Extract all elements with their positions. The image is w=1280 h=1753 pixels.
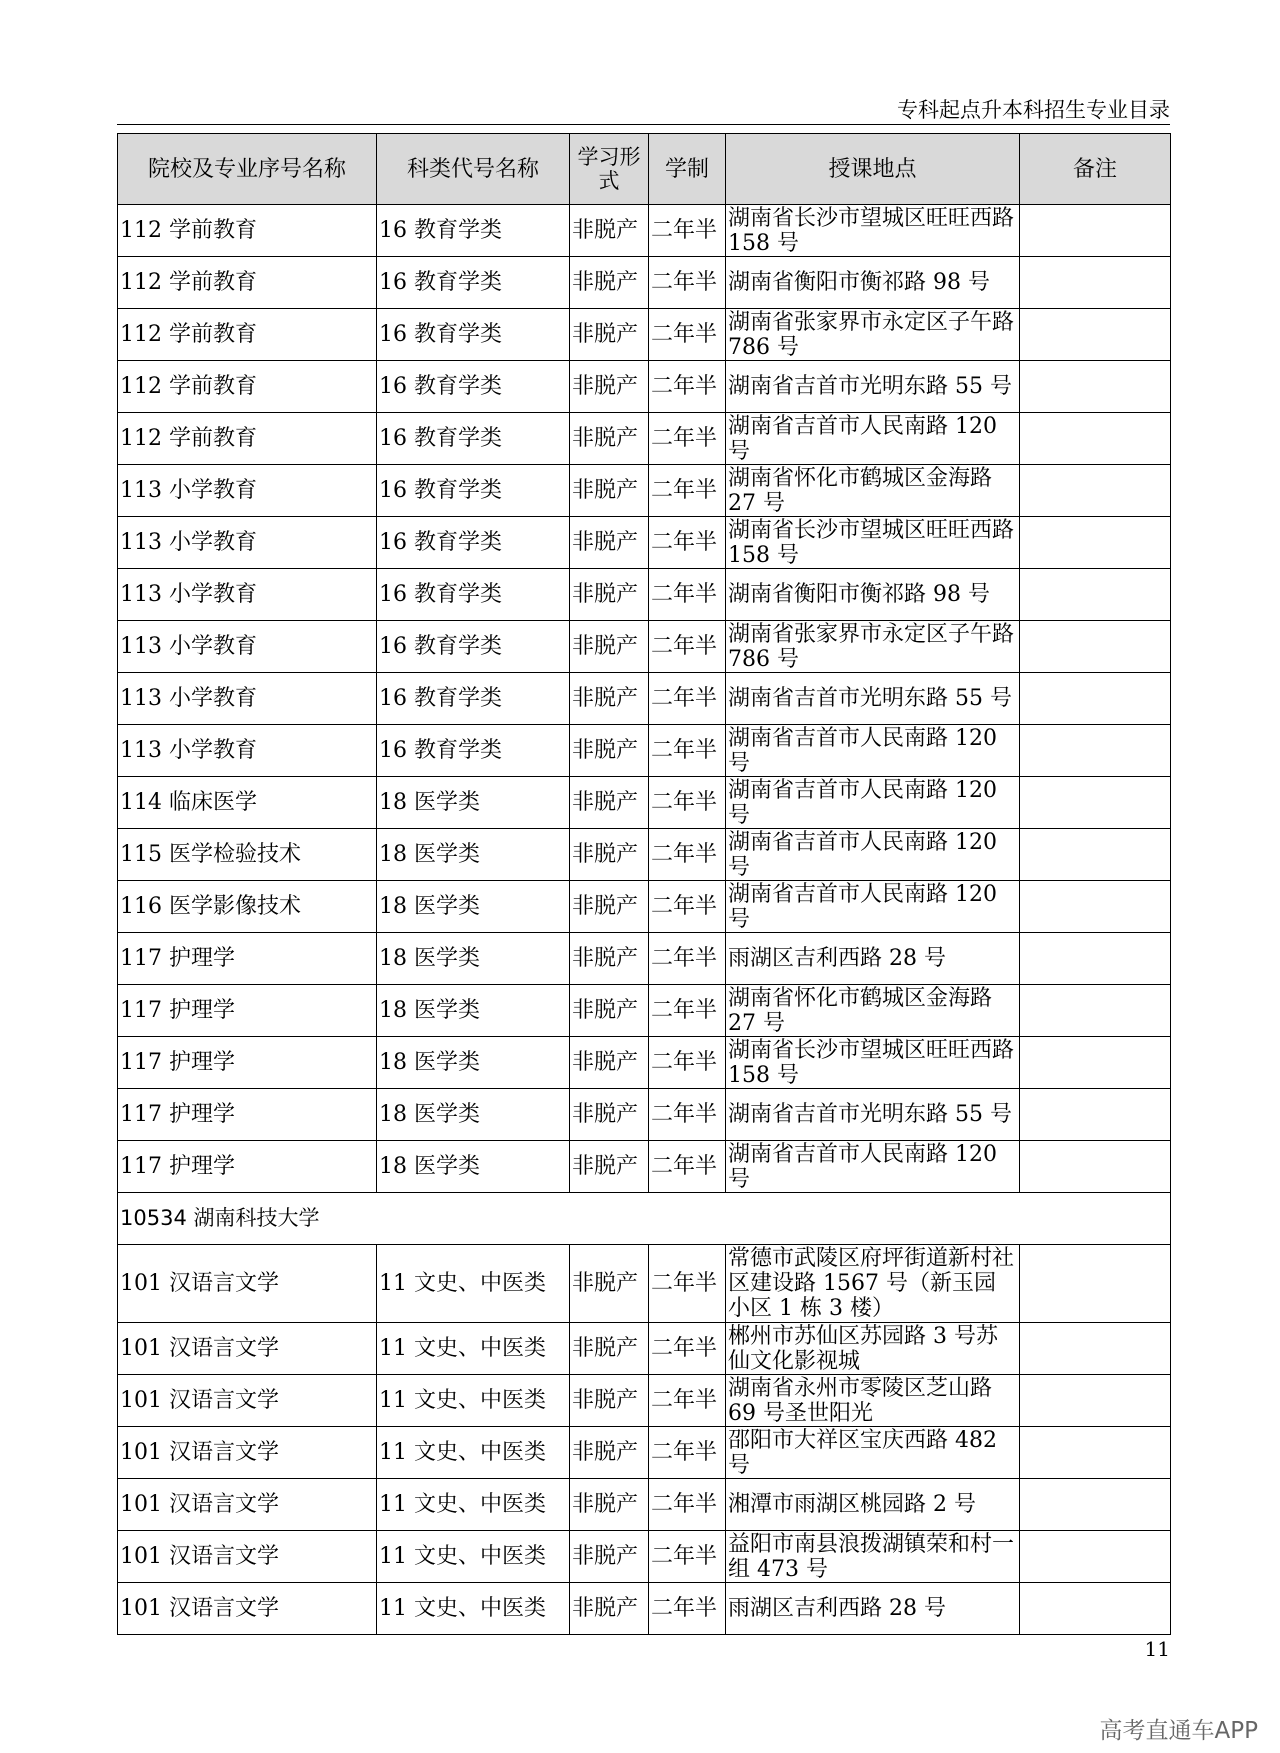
cell-study-form: 非脱产 <box>570 465 649 517</box>
cell-duration: 二年半 <box>649 309 726 361</box>
cell-major: 101 汉语言文学 <box>118 1427 377 1479</box>
cell-study-form: 非脱产 <box>570 1583 649 1635</box>
table-row <box>118 1323 1171 1375</box>
cell-note <box>1020 205 1171 257</box>
table-row <box>118 257 1171 309</box>
cell-note <box>1020 1479 1171 1531</box>
cell-major: 117 护理学 <box>118 1089 377 1141</box>
cell-category: 16 教育学类 <box>377 725 570 777</box>
cell-duration: 二年半 <box>649 777 726 829</box>
cell-study-form: 非脱产 <box>570 777 649 829</box>
table-row <box>118 1037 1171 1089</box>
cell-location: 湖南省长沙市望城区旺旺西路 158 号 <box>726 1037 1020 1089</box>
table-row <box>118 621 1171 673</box>
cell-duration: 二年半 <box>649 413 726 465</box>
table-row <box>118 881 1171 933</box>
table-row <box>118 309 1171 361</box>
cell-study-form: 非脱产 <box>570 1141 649 1193</box>
cell-note <box>1020 985 1171 1037</box>
cell-major: 113 小学教育 <box>118 725 377 777</box>
cell-category: 11 文史、中医类 <box>377 1479 570 1531</box>
cell-study-form: 非脱产 <box>570 829 649 881</box>
table-row <box>118 1531 1171 1583</box>
cell-location: 湖南省吉首市人民南路 120 号 <box>726 1141 1020 1193</box>
cell-category: 18 医学类 <box>377 777 570 829</box>
cell-note <box>1020 673 1171 725</box>
cell-duration: 二年半 <box>649 361 726 413</box>
column-header-major: 院校及专业序号名称 <box>118 134 377 205</box>
cell-note <box>1020 1037 1171 1089</box>
catalog-table <box>117 133 1171 1635</box>
cell-major: 101 汉语言文学 <box>118 1583 377 1635</box>
column-header-category: 科类代号名称 <box>377 134 570 205</box>
cell-duration: 二年半 <box>649 1245 726 1323</box>
cell-duration: 二年半 <box>649 1375 726 1427</box>
table-header-row <box>118 134 1171 205</box>
table-row <box>118 933 1171 985</box>
cell-category: 16 教育学类 <box>377 257 570 309</box>
cell-note <box>1020 1531 1171 1583</box>
cell-note <box>1020 1427 1171 1479</box>
cell-study-form: 非脱产 <box>570 309 649 361</box>
cell-major: 113 小学教育 <box>118 465 377 517</box>
table-row <box>118 1141 1171 1193</box>
cell-location: 湖南省吉首市光明东路 55 号 <box>726 361 1020 413</box>
table-row <box>118 205 1171 257</box>
cell-major: 112 学前教育 <box>118 309 377 361</box>
page-header-title: 专科起点升本科招生专业目录 <box>897 98 1170 122</box>
table-row <box>118 829 1171 881</box>
cell-category: 16 教育学类 <box>377 413 570 465</box>
cell-category: 16 教育学类 <box>377 569 570 621</box>
cell-study-form: 非脱产 <box>570 673 649 725</box>
cell-major: 113 小学教育 <box>118 621 377 673</box>
cell-category: 11 文史、中医类 <box>377 1375 570 1427</box>
cell-note <box>1020 361 1171 413</box>
table-row <box>118 1089 1171 1141</box>
cell-major: 117 护理学 <box>118 1141 377 1193</box>
table-row <box>118 569 1171 621</box>
cell-study-form: 非脱产 <box>570 1427 649 1479</box>
cell-duration: 二年半 <box>649 205 726 257</box>
table-row <box>118 361 1171 413</box>
cell-note <box>1020 1583 1171 1635</box>
cell-duration: 二年半 <box>649 1141 726 1193</box>
cell-major: 112 学前教育 <box>118 361 377 413</box>
cell-duration: 二年半 <box>649 673 726 725</box>
cell-study-form: 非脱产 <box>570 1375 649 1427</box>
cell-note <box>1020 309 1171 361</box>
watermark: 高考直通车APP <box>1099 1718 1258 1744</box>
cell-study-form: 非脱产 <box>570 257 649 309</box>
cell-note <box>1020 413 1171 465</box>
cell-major: 113 小学教育 <box>118 517 377 569</box>
cell-study-form: 非脱产 <box>570 1531 649 1583</box>
cell-location: 郴州市苏仙区苏园路 3 号苏仙文化影视城 <box>726 1323 1020 1375</box>
cell-note <box>1020 1089 1171 1141</box>
cell-study-form: 非脱产 <box>570 205 649 257</box>
cell-major: 112 学前教育 <box>118 205 377 257</box>
table-row <box>118 1583 1171 1635</box>
cell-location: 湖南省吉首市人民南路 120 号 <box>726 881 1020 933</box>
cell-note <box>1020 933 1171 985</box>
table-row <box>118 673 1171 725</box>
cell-category: 18 医学类 <box>377 1141 570 1193</box>
cell-major: 101 汉语言文学 <box>118 1245 377 1323</box>
cell-note <box>1020 725 1171 777</box>
cell-category: 11 文史、中医类 <box>377 1583 570 1635</box>
cell-location: 湖南省吉首市光明东路 55 号 <box>726 1089 1020 1141</box>
cell-study-form: 非脱产 <box>570 1323 649 1375</box>
page-number: 11 <box>1144 1637 1170 1661</box>
cell-study-form: 非脱产 <box>570 725 649 777</box>
cell-location: 湖南省吉首市光明东路 55 号 <box>726 673 1020 725</box>
header-divider <box>117 124 1170 125</box>
table-row <box>118 1375 1171 1427</box>
cell-category: 18 医学类 <box>377 829 570 881</box>
cell-note <box>1020 1323 1171 1375</box>
cell-study-form: 非脱产 <box>570 1037 649 1089</box>
cell-major: 112 学前教育 <box>118 413 377 465</box>
cell-location: 湖南省衡阳市衡祁路 98 号 <box>726 569 1020 621</box>
cell-category: 16 教育学类 <box>377 361 570 413</box>
cell-study-form: 非脱产 <box>570 413 649 465</box>
cell-duration: 二年半 <box>649 1037 726 1089</box>
cell-note <box>1020 257 1171 309</box>
cell-duration: 二年半 <box>649 1583 726 1635</box>
cell-category: 16 教育学类 <box>377 517 570 569</box>
cell-study-form: 非脱产 <box>570 985 649 1037</box>
cell-note <box>1020 517 1171 569</box>
cell-major: 117 护理学 <box>118 933 377 985</box>
cell-study-form: 非脱产 <box>570 621 649 673</box>
cell-study-form: 非脱产 <box>570 1089 649 1141</box>
cell-duration: 二年半 <box>649 569 726 621</box>
cell-category: 11 文史、中医类 <box>377 1245 570 1323</box>
cell-duration: 二年半 <box>649 933 726 985</box>
cell-category: 11 文史、中医类 <box>377 1427 570 1479</box>
cell-note <box>1020 881 1171 933</box>
cell-major: 116 医学影像技术 <box>118 881 377 933</box>
cell-location: 湖南省张家界市永定区子午路 786 号 <box>726 309 1020 361</box>
table-row <box>118 985 1171 1037</box>
cell-duration: 二年半 <box>649 517 726 569</box>
cell-location: 湖南省吉首市人民南路 120 号 <box>726 413 1020 465</box>
cell-major: 117 护理学 <box>118 1037 377 1089</box>
cell-location: 湘潭市雨湖区桃园路 2 号 <box>726 1479 1020 1531</box>
cell-major: 113 小学教育 <box>118 673 377 725</box>
cell-note <box>1020 1245 1171 1323</box>
table-row <box>118 1427 1171 1479</box>
cell-major: 113 小学教育 <box>118 569 377 621</box>
cell-study-form: 非脱产 <box>570 1245 649 1323</box>
cell-location: 湖南省吉首市人民南路 120 号 <box>726 725 1020 777</box>
cell-duration: 二年半 <box>649 621 726 673</box>
cell-major: 112 学前教育 <box>118 257 377 309</box>
cell-duration: 二年半 <box>649 1479 726 1531</box>
table-row <box>118 725 1171 777</box>
cell-location: 湖南省张家界市永定区子午路 786 号 <box>726 621 1020 673</box>
cell-duration: 二年半 <box>649 985 726 1037</box>
cell-category: 11 文史、中医类 <box>377 1531 570 1583</box>
table-row <box>118 517 1171 569</box>
cell-location: 湖南省吉首市人民南路 120 号 <box>726 777 1020 829</box>
cell-duration: 二年半 <box>649 1323 726 1375</box>
cell-duration: 二年半 <box>649 829 726 881</box>
cell-note <box>1020 829 1171 881</box>
cell-category: 18 医学类 <box>377 933 570 985</box>
cell-major: 114 临床医学 <box>118 777 377 829</box>
cell-category: 11 文史、中医类 <box>377 1323 570 1375</box>
cell-major: 101 汉语言文学 <box>118 1323 377 1375</box>
table-row <box>118 1479 1171 1531</box>
cell-location: 湖南省衡阳市衡祁路 98 号 <box>726 257 1020 309</box>
cell-location: 湖南省怀化市鹤城区金海路 27 号 <box>726 465 1020 517</box>
cell-location: 湖南省怀化市鹤城区金海路 27 号 <box>726 985 1020 1037</box>
cell-location: 邵阳市大祥区宝庆西路 482 号 <box>726 1427 1020 1479</box>
cell-major: 117 护理学 <box>118 985 377 1037</box>
cell-location: 益阳市南县浪拨湖镇荣和村一组 473 号 <box>726 1531 1020 1583</box>
cell-study-form: 非脱产 <box>570 1479 649 1531</box>
cell-category: 16 教育学类 <box>377 309 570 361</box>
cell-location: 湖南省长沙市望城区旺旺西路 158 号 <box>726 205 1020 257</box>
cell-category: 16 教育学类 <box>377 621 570 673</box>
cell-category: 18 医学类 <box>377 985 570 1037</box>
cell-duration: 二年半 <box>649 1089 726 1141</box>
table-body <box>118 205 1171 1635</box>
cell-major: 101 汉语言文学 <box>118 1479 377 1531</box>
cell-note <box>1020 621 1171 673</box>
cell-study-form: 非脱产 <box>570 881 649 933</box>
cell-category: 16 教育学类 <box>377 465 570 517</box>
cell-location: 雨湖区吉利西路 28 号 <box>726 933 1020 985</box>
cell-study-form: 非脱产 <box>570 569 649 621</box>
institution-name: 10534 湖南科技大学 <box>118 1193 1171 1245</box>
cell-major: 101 汉语言文学 <box>118 1375 377 1427</box>
cell-study-form: 非脱产 <box>570 517 649 569</box>
cell-location: 湖南省吉首市人民南路 120 号 <box>726 829 1020 881</box>
cell-note <box>1020 777 1171 829</box>
cell-study-form: 非脱产 <box>570 933 649 985</box>
cell-location: 雨湖区吉利西路 28 号 <box>726 1583 1020 1635</box>
cell-major: 101 汉语言文学 <box>118 1531 377 1583</box>
cell-duration: 二年半 <box>649 1531 726 1583</box>
table-row <box>118 465 1171 517</box>
cell-location: 常德市武陵区府坪街道新村社区建设路 1567 号（新玉园小区 1 栋 3 楼） <box>726 1245 1020 1323</box>
column-header-study-form: 学习形式 <box>570 134 649 205</box>
cell-category: 18 医学类 <box>377 881 570 933</box>
column-header-note: 备注 <box>1020 134 1171 205</box>
cell-location: 湖南省长沙市望城区旺旺西路 158 号 <box>726 517 1020 569</box>
column-header-duration: 学制 <box>649 134 726 205</box>
cell-note <box>1020 465 1171 517</box>
cell-category: 16 教育学类 <box>377 205 570 257</box>
cell-major: 115 医学检验技术 <box>118 829 377 881</box>
cell-category: 16 教育学类 <box>377 673 570 725</box>
cell-duration: 二年半 <box>649 465 726 517</box>
cell-category: 18 医学类 <box>377 1089 570 1141</box>
cell-note <box>1020 1141 1171 1193</box>
cell-duration: 二年半 <box>649 1427 726 1479</box>
column-header-location: 授课地点 <box>726 134 1020 205</box>
table-row <box>118 413 1171 465</box>
cell-note <box>1020 569 1171 621</box>
cell-category: 18 医学类 <box>377 1037 570 1089</box>
table-row <box>118 1245 1171 1323</box>
cell-duration: 二年半 <box>649 725 726 777</box>
cell-location: 湖南省永州市零陵区芝山路 69 号圣世阳光 <box>726 1375 1020 1427</box>
cell-duration: 二年半 <box>649 257 726 309</box>
cell-study-form: 非脱产 <box>570 361 649 413</box>
table-row <box>118 777 1171 829</box>
cell-duration: 二年半 <box>649 881 726 933</box>
cell-note <box>1020 1375 1171 1427</box>
institution-row <box>118 1193 1171 1245</box>
